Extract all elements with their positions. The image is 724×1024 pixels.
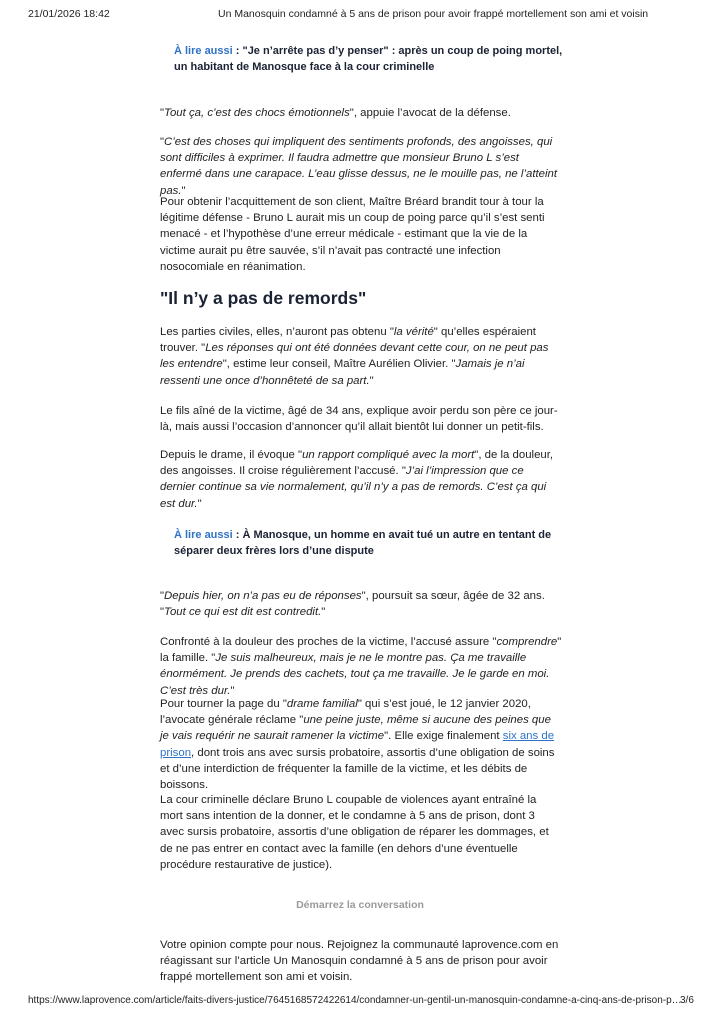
related-label[interactable]: À lire aussi [174,45,233,57]
related-text[interactable]: : À Manosque, un homme en avait tué un autre en tentant de séparer deux frères lors d’une dispute [174,529,552,557]
print-url: https://www.laprovence.com/article/faits-divers-justice/7645168572422614/condamner-un-gentil-un-manosquin-condamne-a-cinq-ans-de-prison-p… [28,995,682,1006]
paragraph-5: Le fils aîné de la victime, âgé de 34 ans, explique avoir perdu son père ce jour-là, mais aussi l’occasion d’annoncer qu’il allait bientôt lui donner un petit-fils. [160,405,558,434]
paragraph-9: Pour tourner la page du "drame familial" qui s’est joué, le 12 janvier 2020, l’avocate générale réclame "une peine juste, même si aucune des peines que je vais requérir ne saurait ramener la victime". Elle exige finalement six ans de prison, dont trois ans avec sursis probatoire, assortis d’une obligation de soins et d’une interdiction de fréquenter la famille de la victime, et les débits de boissons. [160,698,555,792]
start-conversation-button[interactable]: Démarrez la conversation [296,899,424,911]
page-number: 3/6 [680,995,694,1006]
paragraph-6: Depuis le drame, il évoque "un rapport compliqué avec la mort", de la douleur, des angoisses. Il croise régulièrement l’accusé. "J’ai l’impression que ce dernier continue sa vie normalement, qu’il n’y a pas de remords. C’est ça qui est dur." [160,449,554,510]
related-article-2[interactable] [174,527,564,559]
paragraph-1: "Tout ça, c’est des chocs émotionnels", appuie l’avocat de la défense. [160,107,511,119]
paragraph-11: Votre opinion compte pour nous. Rejoignez la communauté laprovence.com en réagissant sur l’article Un Manosquin condamné à 5 ans de prison pour avoir frappé mortellement son ami et voisin. [160,939,559,984]
paragraph-7: "Depuis hier, on n’a pas eu de réponses", poursuit sa sœur, âgée de 32 ans. "Tout ce qui est dit est contredit." [160,590,545,619]
related-text[interactable]: : "Je n’arrête pas d’y penser" : après un coup de poing mortel, un habitant de Manosque face à la cour criminelle [174,45,563,73]
quote: C’est des choses qui impliquent des sentiments profonds, des angoisses, qui sont difficiles à exprimer. Il faudra admettre que monsieur Bruno L s’est enfermé dans une carapace. L’eau glisse dessus, ne le mouille pas, ne l’atteint pas. [160,136,558,197]
paragraph-10: La cour criminelle déclare Bruno L coupable de violences ayant entraîné la mort sans intention de la donner, et le condamne à 5 ans de prison, dont 3 avec sursis probatoire, assortis d’une obligation de réparer les dommages, et de ne pas entrer en contact avec la famille (en dehors d’une éventuelle procédure restaurative de justice). [160,794,549,871]
paragraph-3: Pour obtenir l’acquittement de son client, Maître Bréard brandit tour à tour la légitime défense - Bruno L aurait mis un coup de poing parce qu’il s’est senti menacé - et l’hypothèse d’une erreur médicale - estimant que la vie de la victime aurait pu être sauvée, s’il n’avait pas contracté une infection nosocomiale en réanimation. [160,196,545,273]
paragraph-8: Confronté à la douleur des proches de la victime, l’accusé assure "comprendre" la famille. "Je suis malheureux, mais je ne le montre pas. Ça me travaille énormément. Je prends des cachets, tout ça me travaille. Je le garde en moi. C’est très dur." [160,636,562,697]
quote: Tout ça, c’est des chocs émotionnels [164,107,350,119]
section-subtitle: "Il n’y a pas de remords" [160,288,367,308]
paragraph-4: Les parties civiles, elles, n’auront pas obtenu "la vérité" qu’elles espéraient trouver. "Les réponses qui ont été données devant cette cour, on ne peut pas les entendre", estime leur conseil, Maître Aurélien Olivier. "Jamais je n’ai ressenti une once d’honnêteté de sa part." [160,326,549,387]
print-page-title: Un Manosquin condamné à 5 ans de prison pour avoir frappé mortellement son ami et voisin [218,8,649,20]
article-link[interactable]: six ans de prison [160,730,555,759]
paragraph-2: "C’est des choses qui impliquent des sentiments profonds, des angoisses, qui sont difficiles à exprimer. Il faudra admettre que monsieur Bruno L s’est enfermé dans une carapace. L’eau glisse dessus, ne le mouille pas, ne l’atteint pas." [160,136,558,197]
print-date: 21/01/2026 18:42 [28,8,110,20]
related-label[interactable]: À lire aussi [174,529,233,541]
related-article-1[interactable] [174,43,564,75]
